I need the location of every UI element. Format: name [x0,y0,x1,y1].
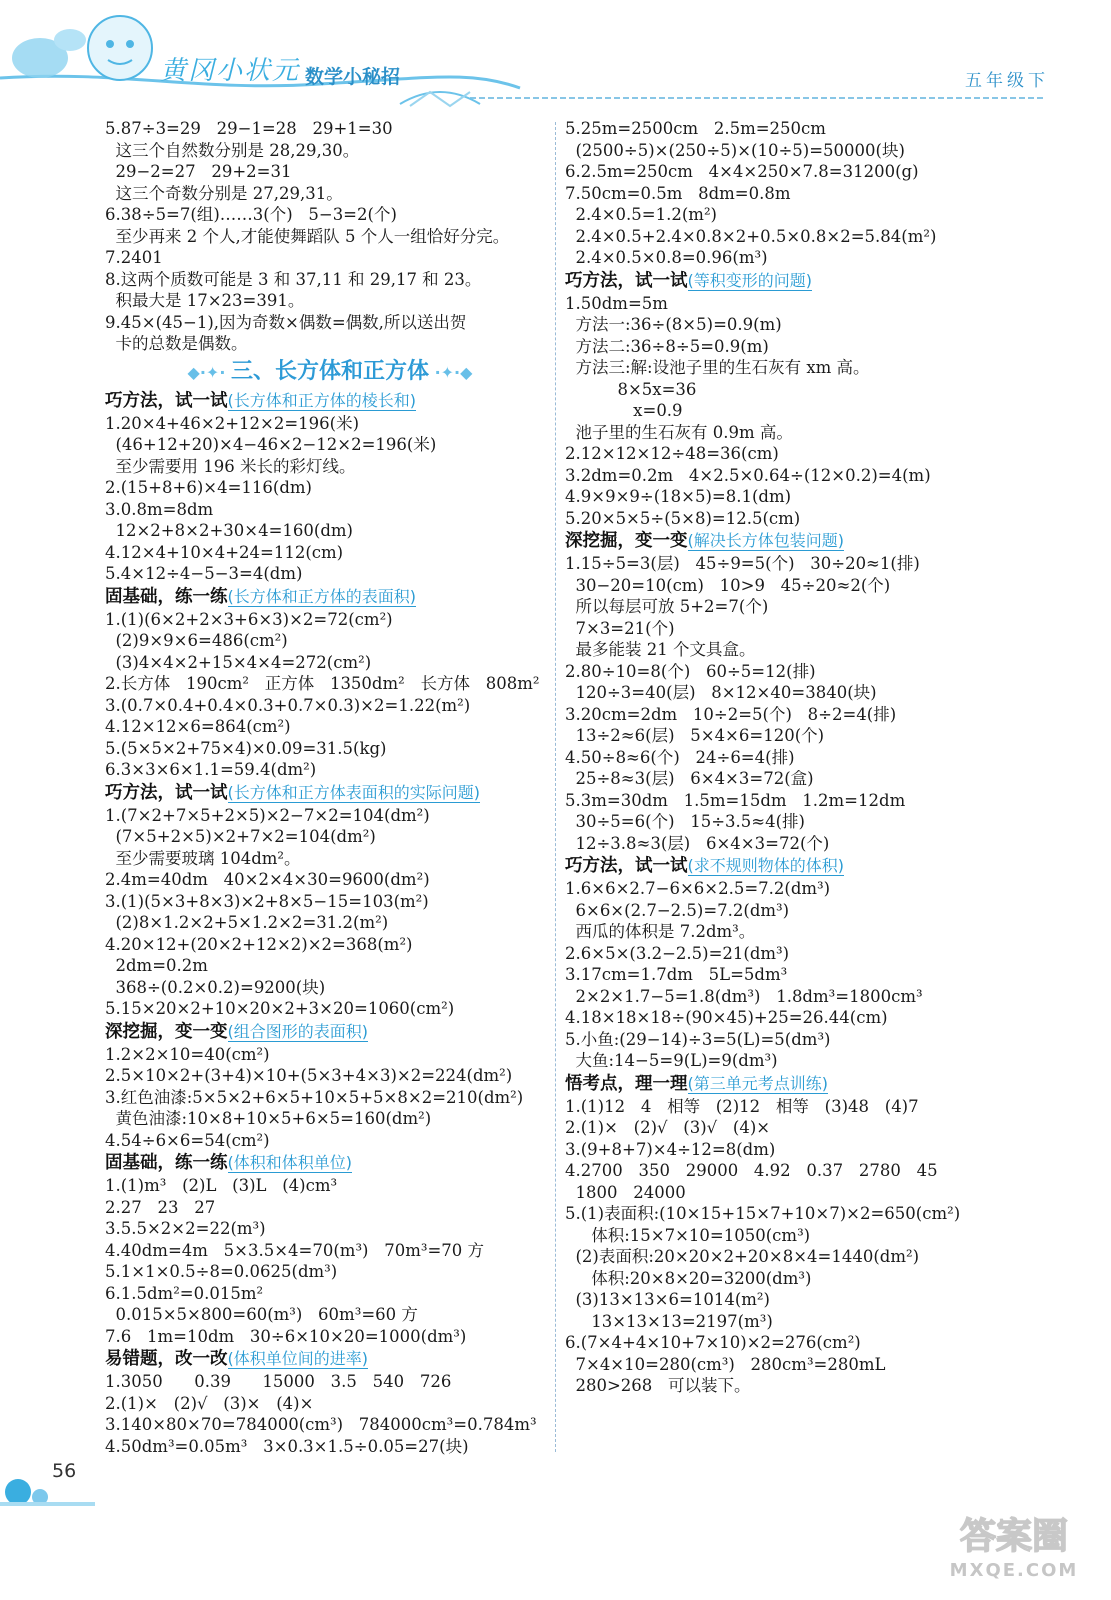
answer-line: 5.15×20×2+10×20×2+3×20=1060(cm²) [105,999,455,1018]
answer-line: 方法一:36÷(8×5)=0.9(m) [565,315,782,334]
exercise-heading [105,1347,555,1371]
exercise-heading-label: 巧方法，试一试 [105,782,228,803]
brand-title: 黄冈小状元 [160,56,301,86]
answer-line: 这三个奇数分别是 27,29,31。 [105,183,343,203]
answer-line: 2.5×10×2+(3+4)×10+(5×3+4×3)×2=224(dm²) [105,1066,513,1085]
answer-line: 2.4×0.5×0.8=0.96(m³) [565,248,768,267]
section-ornament-right: ·✦·◆ [429,362,473,382]
svg-text:答案圈: 答案圈 [959,1516,1069,1557]
exercise-topic: (等积变形的问题) [687,270,812,290]
answer-line: 3.17cm=1.7dm 5L=5dm³ [565,965,788,984]
answer-line: 7×3=21(个) [565,618,675,638]
answer-line: 9.45×(45−1),因为奇数×偶数=偶数,所以送出贺 [105,312,467,332]
answer-line: 120÷3=40(层) 8×12×40=3840(块) [565,683,877,702]
exercise-heading [105,1151,555,1175]
answer-line: 4.12×12×6=864(cm²) [105,717,291,736]
exercise-topic: (长方体和正方体的棱长和) [227,390,416,410]
answer-line: (2500÷5)×(250÷5)×(10÷5)=50000(块) [565,140,905,160]
answer-line: 7.2401 [105,248,163,267]
answer-line: 30÷5=6(个) 15÷3.5≈4(排) [565,812,805,831]
answer-line: 5.(5×5×2+75×4)×0.09=31.5(kg) [105,738,387,758]
book-subtitle: 数学小秘招 [305,66,401,88]
answer-line: 4.12×4+10×4+24=112(cm) [105,542,344,562]
answer-line: 方法三:解:设池子里的生石灰有 xm 高。 [565,358,870,377]
exercise-heading-label: 易错题，改一改 [105,1349,228,1369]
answer-line: 4.20×12+(20×2+12×2)×2=368(m²) [105,934,413,954]
answer-line: 3.红色油漆:5×5×2+6×5+10×5+5×8×2=210(dm²) [105,1087,524,1107]
answer-line: 黄色油漆:10×8+10×5+6×5=160(dm²) [105,1109,432,1128]
exercise-heading-label: 深挖掘，变一变 [105,1021,228,1042]
exercise-heading [105,1020,555,1044]
answer-line: 12×2+8×2+30×4=160(dm) [105,521,353,540]
exercise-topic: (第三单元考点训练) [687,1073,828,1093]
answer-line: 368÷(0.2×0.2)=9200(块) [105,977,326,997]
exercise-heading-label: 巧方法，试一试 [565,856,688,876]
answer-line: 0.015×5×800=60(m³) 60m³=60 方 [105,1305,418,1324]
exercise-topic: (体积和体积单位) [227,1153,352,1172]
answer-line: 5.(1)表面积:(10×15+15×7+10×7)×2=650(cm²) [565,1204,961,1223]
answer-line: 13×13×13=2197(m³) [565,1311,773,1331]
answer-line: 3.140×80×70=784000(cm³) 784000cm³=0.784m³ [105,1415,537,1434]
exercise-heading [105,585,555,609]
answer-line: 1.(7×2+7×5+2×5)×2−7×2=104(dm²) [105,805,430,825]
answer-line: 1.(1)m³ (2)L (3)L (4)cm³ [105,1176,338,1195]
watermark-url: MXQE.COM [949,1560,1079,1581]
column-divider [555,122,556,1452]
answer-line: 大鱼:14−5=9(L)=9(dm³) [565,1051,778,1070]
answer-line: 8.这两个质数可能是 3 和 37,11 和 29,17 和 23。 [105,269,482,289]
answer-line: 1.(1)(6×2+2×3+6×3)×2=72(cm²) [105,609,393,629]
answer-line: 7×4×10=280(cm³) 280cm³=280mL [565,1354,886,1374]
answer-line: 5.小鱼:(29−14)÷3=5(L)=5(dm³) [565,1029,831,1049]
exercise-heading [565,1072,1085,1096]
exercise-heading-label: 深挖掘，变一变 [565,531,688,551]
answer-line: 2dm=0.2m [105,956,208,975]
answer-line: 5.1×1×0.5÷8=0.0625(dm³) [105,1262,338,1281]
answer-line: 所以每层可放 5+2=7(个) [565,597,769,616]
answer-line: 2.12×12×12÷48=36(cm) [565,444,779,463]
answer-line: 3.5.5×2×2=22(m³) [105,1219,266,1238]
answer-line: (2)9×9×6=486(cm²) [105,631,288,650]
answer-line: 6.3×3×6×1.1=59.4(dm²) [105,760,317,779]
answer-line: 1.(1)12 4 相等 (2)12 相等 (3)48 (4)7 [565,1096,919,1116]
answer-line: 方法二:36÷8÷5=0.9(m) [565,336,769,356]
answer-line: 1.20×4+46×2+12×2=196(米) [105,413,360,433]
answer-line: 4.40dm=4m 5×3.5×4=70(m³) 70m³=70 方 [105,1240,485,1260]
answer-line: 池子里的生石灰有 0.9m 高。 [565,422,793,442]
section-title [105,355,555,389]
watermark-logo [939,1508,1089,1560]
left-column [105,118,555,1457]
answer-line: 30−20=10(cm) 10>9 45÷20≈2(个) [565,575,891,595]
answer-line: 1.50dm=5m [565,293,668,313]
watermark [939,1508,1089,1588]
answer-line: (2)8×1.2×2+5×1.2×2=31.2(m²) [105,913,389,932]
grade-label: 五年级下 [965,71,1049,91]
answer-line: 2.(1)× (2)√ (3)× (4)× [105,1393,314,1413]
exercise-heading-label: 固基础，练一练 [105,586,228,607]
answer-line: 西瓜的体积是 7.2dm³。 [565,922,756,941]
answer-line: 5.3m=30dm 1.5m=15dm 1.2m=12dm [565,790,906,810]
right-column [565,118,1085,1397]
answer-line: 3.(9+8+7)×4÷12=8(dm) [565,1139,776,1159]
page-number: 56 [52,1460,77,1482]
answer-line: 29−2=27 29+2=31 [105,162,292,181]
exercise-topic: (求不规则物体的体积) [687,856,844,875]
answer-line: 8×5x=36 [565,379,697,399]
answer-line: 1.6×6×2.7−6×6×2.5=7.2(dm³) [565,879,831,898]
exercise-heading [565,269,1085,293]
answer-line: 12÷3.8≈3(层) 6×4×3=72(个) [565,833,830,853]
answer-line: 7.50cm=0.5m 8dm=0.8m [565,183,791,203]
answer-line: 6×6×(2.7−2.5)=7.2(dm³) [565,900,790,920]
exercise-heading [105,389,555,413]
answer-line: 1.3050 0.39 15000 3.5 540 726 [105,1372,452,1391]
answer-line: 最多能装 21 个文具盒。 [565,640,756,659]
answer-line: 至少再来 2 个人,才能使舞蹈队 5 个人一组恰好分完。 [105,226,510,246]
answer-line: 13÷2≈6(层) 5×4×6=120(个) [565,726,825,745]
answer-line: 2.6×5×(3.2−2.5)=21(dm³) [565,943,790,963]
answer-line: (3)13×13×6=1014(m²) [565,1290,770,1309]
answer-line: 4.2700 350 29000 4.92 0.37 2780 45 [565,1161,938,1180]
answer-line: 1800 24000 [565,1182,686,1202]
answer-line: 积最大是 17×23=391。 [105,291,305,310]
answer-line: 2×2×1.7−5=1.8(dm³) 1.8dm³=1800cm³ [565,986,923,1006]
answer-line: 2.4×0.5=1.2(m²) [565,205,717,224]
exercise-heading-label: 固基础，练一练 [105,1153,228,1173]
answer-line: 2.80÷10=8(个) 60÷5=12(排) [565,661,816,681]
answer-line: 25÷8≈3(层) 6×4×3=72(盒) [565,769,814,788]
answer-line: (46+12+20)×4−46×2−12×2=196(米) [105,435,437,454]
answer-line: 5.87÷3=29 29−1=28 29+1=30 [105,119,393,138]
answer-line: 至少需要用 196 米长的彩灯线。 [105,456,356,476]
answer-line: 这三个自然数分别是 28,29,30。 [105,140,360,160]
answer-line: 4.50dm³=0.05m³ 3×0.3×1.5÷0.05=27(块) [105,1436,469,1456]
exercise-topic: (长方体和正方体的表面积) [227,586,416,606]
answer-line: 7.6 1m=10dm 30÷6×10×20=1000(dm³) [105,1326,467,1346]
section-title-text: 三、长方体和正方体 [230,358,429,384]
answer-line: 至少需要玻璃 104dm²。 [105,848,301,868]
answer-line: 3.(1)(5×3+8×3)×2+8×5−15=103(m²) [105,891,429,911]
exercise-heading-label: 巧方法，试一试 [105,390,228,411]
answer-line: 5.4×12÷4−5−3=4(dm) [105,564,303,583]
answer-line: x=0.9 [565,401,683,420]
answer-line: 3.20cm=2dm 10÷2=5(个) 8÷2=4(排) [565,704,897,724]
answer-line: 2.(15+8+6)×4=116(dm) [105,478,312,497]
answer-line: 卡的总数是偶数。 [105,334,248,353]
answer-line: 6.38÷5=7(组)……3(个) 5−3=2(个) [105,205,397,224]
exercise-heading-label: 悟考点，理一理 [565,1073,688,1094]
answer-line: 2.27 23 27 [105,1197,216,1217]
exercise-topic: (解决长方体包装问题) [687,531,844,550]
exercise-topic: (长方体和正方体表面积的实际问题) [227,782,480,802]
answer-line: 2.(1)× (2)√ (3)√ (4)× [565,1118,771,1137]
answer-line: 5.25m=2500cm 2.5m=250cm [565,119,826,138]
answer-line: 6.1.5dm²=0.015m² [105,1283,264,1303]
answer-line: 3.(0.7×0.4+0.4×0.3+0.7×0.3)×2=1.22(m²) [105,695,471,715]
answer-line: (2)表面积:20×20×2+20×8×4=1440(dm²) [565,1247,920,1266]
answer-line: 2.4m=40dm 40×2×4×30=9600(dm²) [105,870,430,889]
answer-line: (3)4×4×2+15×4×4=272(cm²) [105,652,372,672]
page-header [0,0,1111,120]
answer-line: 4.9×9×9÷(18×5)=8.1(dm) [565,487,792,506]
answer-line: 3.0.8m=8dm [105,499,214,519]
exercise-heading [565,529,1085,553]
answer-line: 4.50÷8≈6(个) 24÷6=4(排) [565,747,795,767]
answer-line: 4.54÷6×6=54(cm²) [105,1130,270,1150]
answer-line: 1.2×2×10=40(cm²) [105,1044,270,1064]
answer-line: 1.15÷5=3(层) 45÷9=5(个) 30÷20≈1(排) [565,554,920,573]
exercise-heading [565,854,1085,878]
exercise-topic: (体积单位间的进率) [227,1349,368,1368]
answer-line: 4.18×18×18÷(90×45)+25=26.44(cm) [565,1008,888,1027]
answer-line: 5.20×5×5÷(5×8)=12.5(cm) [565,508,801,528]
answer-line: 6.2.5m=250cm 4×4×250×7.8=31200(g) [565,162,919,181]
section-ornament-left: ◆·✦· [187,362,231,382]
answer-line: 3.2dm=0.2m 4×2.5×0.64÷(12×0.2)=4(m) [565,465,931,485]
answer-line: 2.长方体 190cm² 正方体 1350dm² 长方体 808m² [105,674,540,693]
answer-line: (7×5+2×5)×2+7×2=104(dm²) [105,827,376,846]
answer-line: 体积:20×8×20=3200(dm³) [565,1268,812,1288]
answer-line: 280>268 可以装下。 [565,1376,751,1395]
exercise-heading-label: 巧方法，试一试 [565,270,688,291]
answer-line: 体积:15×7×10=1050(cm³) [565,1225,811,1245]
exercise-heading [105,781,555,805]
answer-line: 6.(7×4+4×10+7×10)×2=276(cm²) [565,1333,861,1352]
answer-line: 2.4×0.5+2.4×0.8×2+0.5×0.8×2=5.84(m²) [565,226,937,246]
exercise-topic: (组合图形的表面积) [227,1021,368,1041]
